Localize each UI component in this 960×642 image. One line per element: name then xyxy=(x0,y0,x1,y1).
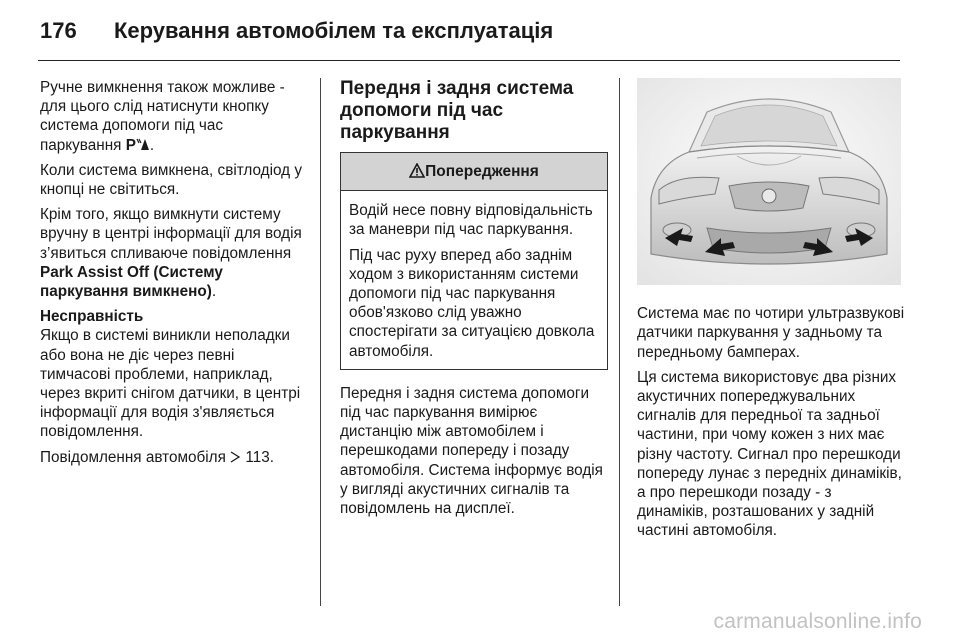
paragraph: Ручне вимкнення також можливе - для цього слід натиснути кнопку система допомоги під час паркування P . xyxy=(40,79,285,154)
warning-body xyxy=(341,191,607,369)
column-2 xyxy=(340,78,608,524)
paragraph: Ця система використовує два різних акустичних попереджувальних сигналів для передньої та задньої частини, при чому кожен з них має різну частоту. Сигнал про перешкоди попереду лунає з передніх динаміків, а про перешкоди позаду - з динаміків, розташованих у задній частині автомобіля. xyxy=(637,368,902,540)
paragraph: Якщо в системі виникли неполадки або вона не діє через певні тимчасові проблеми, наприклад, через вкриті снігом датчики, в центрі інформації для водія з'являється повідомлення. xyxy=(40,327,301,441)
page-reference[interactable]: 113 xyxy=(245,448,270,466)
section-heading-fault: Несправність xyxy=(40,308,144,326)
header-rule xyxy=(38,60,900,61)
paragraph: Крім того, якщо вимкнути систему вручну в центрі інформації для водія з’явиться спливаюче повідомлення Park Assist Off (Систему паркування вимкнено). xyxy=(40,206,302,301)
paragraph: Повідомлення автомобіля 113. xyxy=(40,448,275,466)
section-heading: Передня і задня система допомоги під час паркування xyxy=(340,78,574,143)
warning-header: Попередження xyxy=(341,153,607,191)
page-header xyxy=(40,18,553,52)
column-1 xyxy=(40,78,308,473)
warning-paragraph: Під час руху вперед або заднім ходом з використанням системи допомоги під час паркування обов'язково слід уважно спостерігати за ситуацією довкола автомобіля. xyxy=(349,246,595,360)
page-number: 176 xyxy=(40,18,77,43)
paragraph: Передня і задня система допомоги під час паркування вимірює дистанцію між автомобілем і перешкодами попереду і позаду автомобіля. Система інформує водія у вигляді акустичних сигналів та повідомлень на дисплеї. xyxy=(340,384,603,518)
paragraph: Коли система вимкнена, світлодіод у кнопці не світиться. xyxy=(40,161,302,199)
warning-box xyxy=(340,152,608,370)
page-ref-arrow-icon xyxy=(230,449,245,466)
park-assist-icon xyxy=(136,137,150,151)
warning-paragraph: Водій несе повну відповідальність за маневри під час паркування. xyxy=(349,202,593,239)
page-title: Керування автомобілем та експлуатація xyxy=(114,18,554,43)
column-3 xyxy=(637,78,905,547)
column-divider xyxy=(619,78,620,606)
column-divider xyxy=(320,78,321,606)
paragraph: Система має по чотири ультразвукові датчики паркування у задньому та передньому бамперах. xyxy=(637,305,905,361)
warning-triangle-icon xyxy=(409,163,425,178)
park-assist-symbol: P xyxy=(126,137,150,154)
watermark: carmanualsonline.info xyxy=(713,610,922,633)
car-front-sensors-illustration xyxy=(637,78,901,285)
